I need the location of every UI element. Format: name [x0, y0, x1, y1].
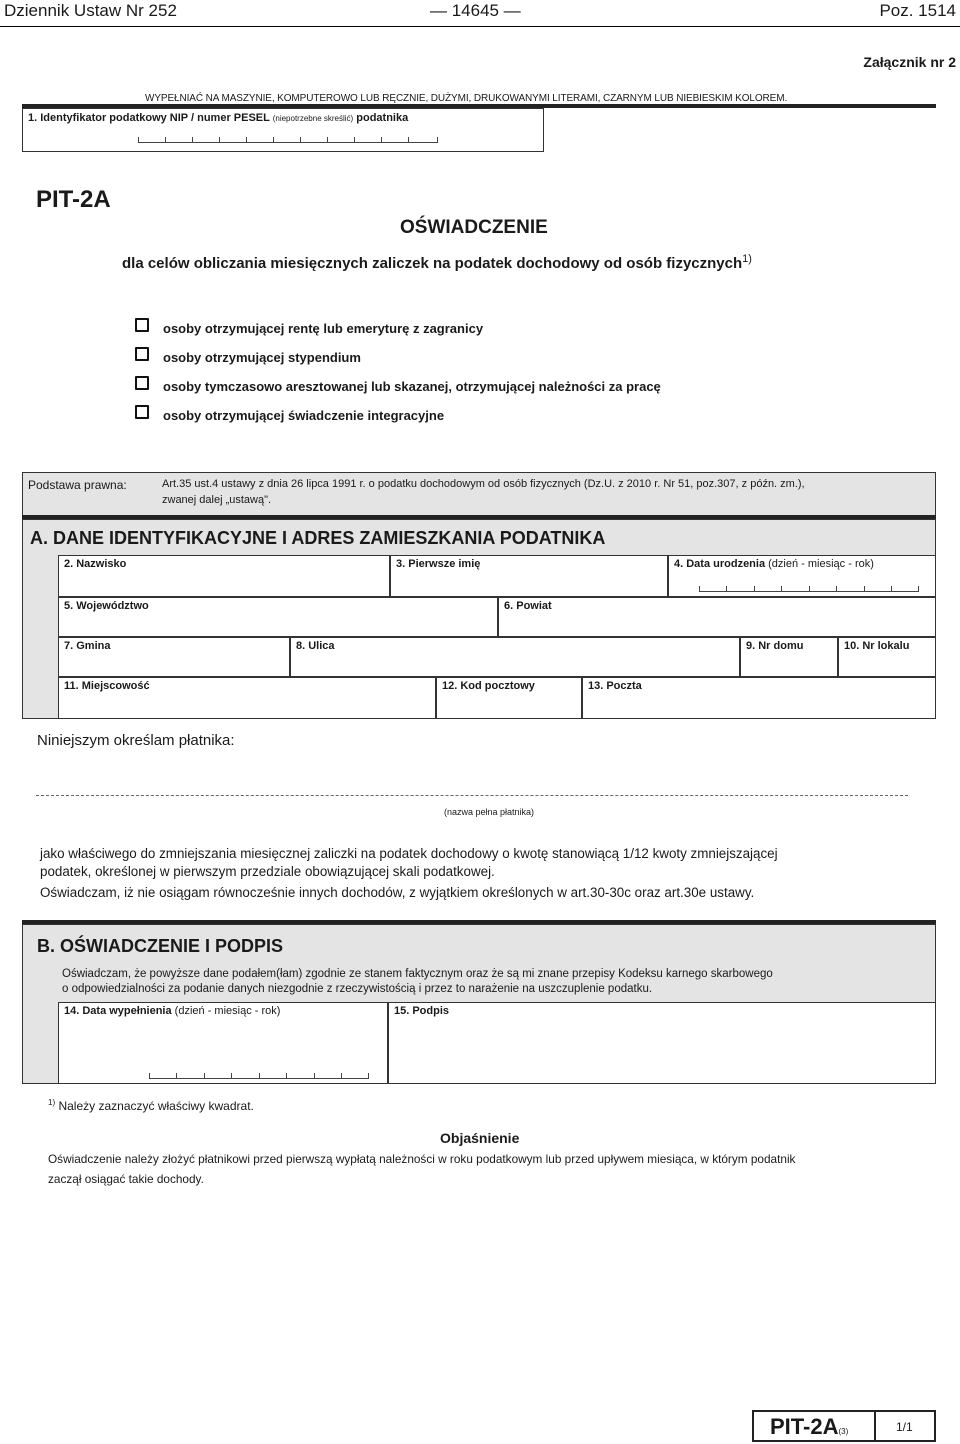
municipality-label: 7. Gmina [64, 640, 111, 652]
journal-title: Dziennik Ustaw Nr 252 [4, 1, 177, 20]
postal-code-label: 12. Kod pocztowy [442, 680, 535, 692]
birth-date-note: (dzień - miesiąc - rok) [768, 558, 874, 570]
attachment-label: Załącznik nr 2 [863, 54, 956, 70]
municipality-field[interactable] [58, 637, 290, 677]
payer-paragraph-2: Oświadczam, iż nie osiągam równocześnie innych dochodów, z wyjątkiem określonych w art.30-30c oraz art.30e ustawy. [40, 885, 755, 900]
legal-basis-label: Podstawa prawna: [28, 478, 127, 492]
footer-version: (3) [838, 1427, 849, 1436]
county-field[interactable] [498, 597, 936, 637]
fill-date-label: 14. Data wypełnienia [64, 1005, 172, 1017]
footnote [48, 1098, 254, 1113]
option-label-scholarship: osoby otrzymującej stypendium [163, 350, 361, 365]
explanation-title: Objaśnienie [440, 1130, 520, 1146]
fill-instruction: WYPEŁNIAĆ NA MASZYNIE, KOMPUTEROWO LUB RĘCZNIE, DUŻYMI, DRUKOWANYMI LITERAMI, CZARNYM LUB NIEBIESKIM KOLOREM. [145, 93, 788, 104]
legal-basis-text-2: zwanej dalej „ustawą". [162, 494, 272, 506]
payer-name-line[interactable] [36, 795, 908, 796]
explanation-line-2: zaczął osiągać takie dochody. [48, 1172, 204, 1186]
subtitle-text: dla celów obliczania miesięcznych zaliczek na podatek dochodowy od osób fizycznych [122, 255, 743, 272]
option-checkbox-pension[interactable] [135, 318, 149, 332]
street-field[interactable] [290, 637, 740, 677]
house-number-field[interactable] [740, 637, 838, 677]
birth-date-ticks [699, 586, 919, 592]
apartment-number-label: 10. Nr lokalu [844, 640, 910, 652]
option-checkbox-detained[interactable] [135, 376, 149, 390]
identifier-field[interactable] [22, 108, 544, 152]
town-field[interactable] [58, 677, 436, 719]
payer-paragraph-1: jako właściwego do zmniejszania miesięcznej zaliczki na podatek dochodowy o kwotę stanowiącą 1/12 kwoty zmniejszającej [40, 846, 778, 861]
post-office-label: 13. Poczta [588, 680, 642, 692]
option-checkbox-scholarship[interactable] [135, 347, 149, 361]
payer-paragraph-1b: podatek, określonej w pierwszym przedziale obowiązującej skali podatkowej. [40, 864, 495, 879]
footer-divider [874, 1410, 876, 1442]
footer-form-code [770, 1414, 848, 1440]
voivodeship-label: 5. Województwo [64, 600, 149, 612]
section-b-statement-2: o odpowiedzialności za podanie danych niezgodnie z rzeczywistością i przez to narażenie na uszczuplenie podatku. [62, 983, 653, 995]
explanation-line-1: Oświadczenie należy złożyć płatnikowi przed pierwszą wypłatą należności w roku podatkowym lub przed upływem miesiąca, w którym podatnik [48, 1152, 796, 1166]
section-b-title: B. OŚWIADCZENIE I PODPIS [37, 936, 284, 956]
option-label-integration: osoby otrzymującej świadczenie integracyjne [163, 408, 445, 423]
first-name-label: 3. Pierwsze imię [396, 558, 481, 570]
payer-intro: Niniejszym określam płatnika: [37, 732, 235, 749]
identifier-suffix: podatnika [356, 112, 409, 124]
voivodeship-field[interactable] [58, 597, 498, 637]
legal-basis-text: Art.35 ust.4 ustawy z dnia 26 lipca 1991 r. o podatku dochodowym od osób fizycznych (Dz.U. z 2010 r. Nr 51, poz.307, z późn. zm.), [162, 478, 805, 490]
surname-field[interactable] [58, 555, 390, 597]
county-label: 6. Powiat [504, 600, 552, 612]
birth-date-field[interactable] [668, 555, 936, 597]
fill-date-ticks [149, 1073, 369, 1079]
footer-code: PIT-2A [770, 1414, 839, 1439]
position-number: Poz. 1514 [879, 1, 956, 20]
footer-page: 1/1 [896, 1420, 913, 1434]
street-label: 8. Ulica [296, 640, 335, 652]
option-checkbox-integration[interactable] [135, 405, 149, 419]
footnote-text: Należy zaznaczyć właściwy kwadrat. [58, 1099, 254, 1113]
house-number-label: 9. Nr domu [746, 640, 804, 652]
page-number: — 14645 — [430, 1, 521, 20]
section-b-statement-1: Oświadczam, że powyższe dane podałem(łam) zgodnie ze stanem faktycznym oraz że są mi znane przepisy Kodeksu karnego skarbowego [62, 968, 773, 980]
option-label-detained: osoby tymczasowo aresztowanej lub skazanej, otrzymującej należności za pracę [163, 379, 661, 394]
header-rule [0, 26, 960, 27]
option-label-pension: osoby otrzymującej rentę lub emeryturę z zagranicy [163, 321, 484, 336]
postal-code-field[interactable] [436, 677, 582, 719]
first-name-field[interactable] [390, 555, 668, 597]
apartment-number-field[interactable] [838, 637, 936, 677]
identifier-note: (niepotrzebne skreślić) [272, 114, 354, 123]
signature-field[interactable] [388, 1002, 936, 1084]
surname-label: 2. Nazwisko [64, 558, 127, 570]
birth-date-label: 4. Data urodzenia [674, 558, 766, 570]
form-title: OŚWIADCZENIE [400, 217, 548, 238]
post-office-field[interactable] [582, 677, 936, 719]
fill-date-field[interactable] [58, 1002, 388, 1084]
identifier-ticks [138, 137, 438, 143]
form-code: PIT-2A [36, 186, 111, 213]
town-label: 11. Miejscowość [64, 680, 150, 692]
section-a-title: A. DANE IDENTYFIKACYJNE I ADRES ZAMIESZKANIA PODATNIKA [30, 528, 606, 548]
identifier-label: 1. Identyfikator podatkowy NIP / numer PESEL [28, 112, 270, 124]
payer-name-caption: (nazwa pełna płatnika) [444, 807, 535, 817]
form-subtitle [122, 253, 752, 272]
subtitle-footnote-mark: 1) [742, 253, 752, 265]
fill-date-note: (dzień - miesiąc - rok) [174, 1005, 281, 1017]
footnote-mark: 1) [48, 1098, 56, 1107]
signature-label: 15. Podpis [394, 1005, 450, 1017]
